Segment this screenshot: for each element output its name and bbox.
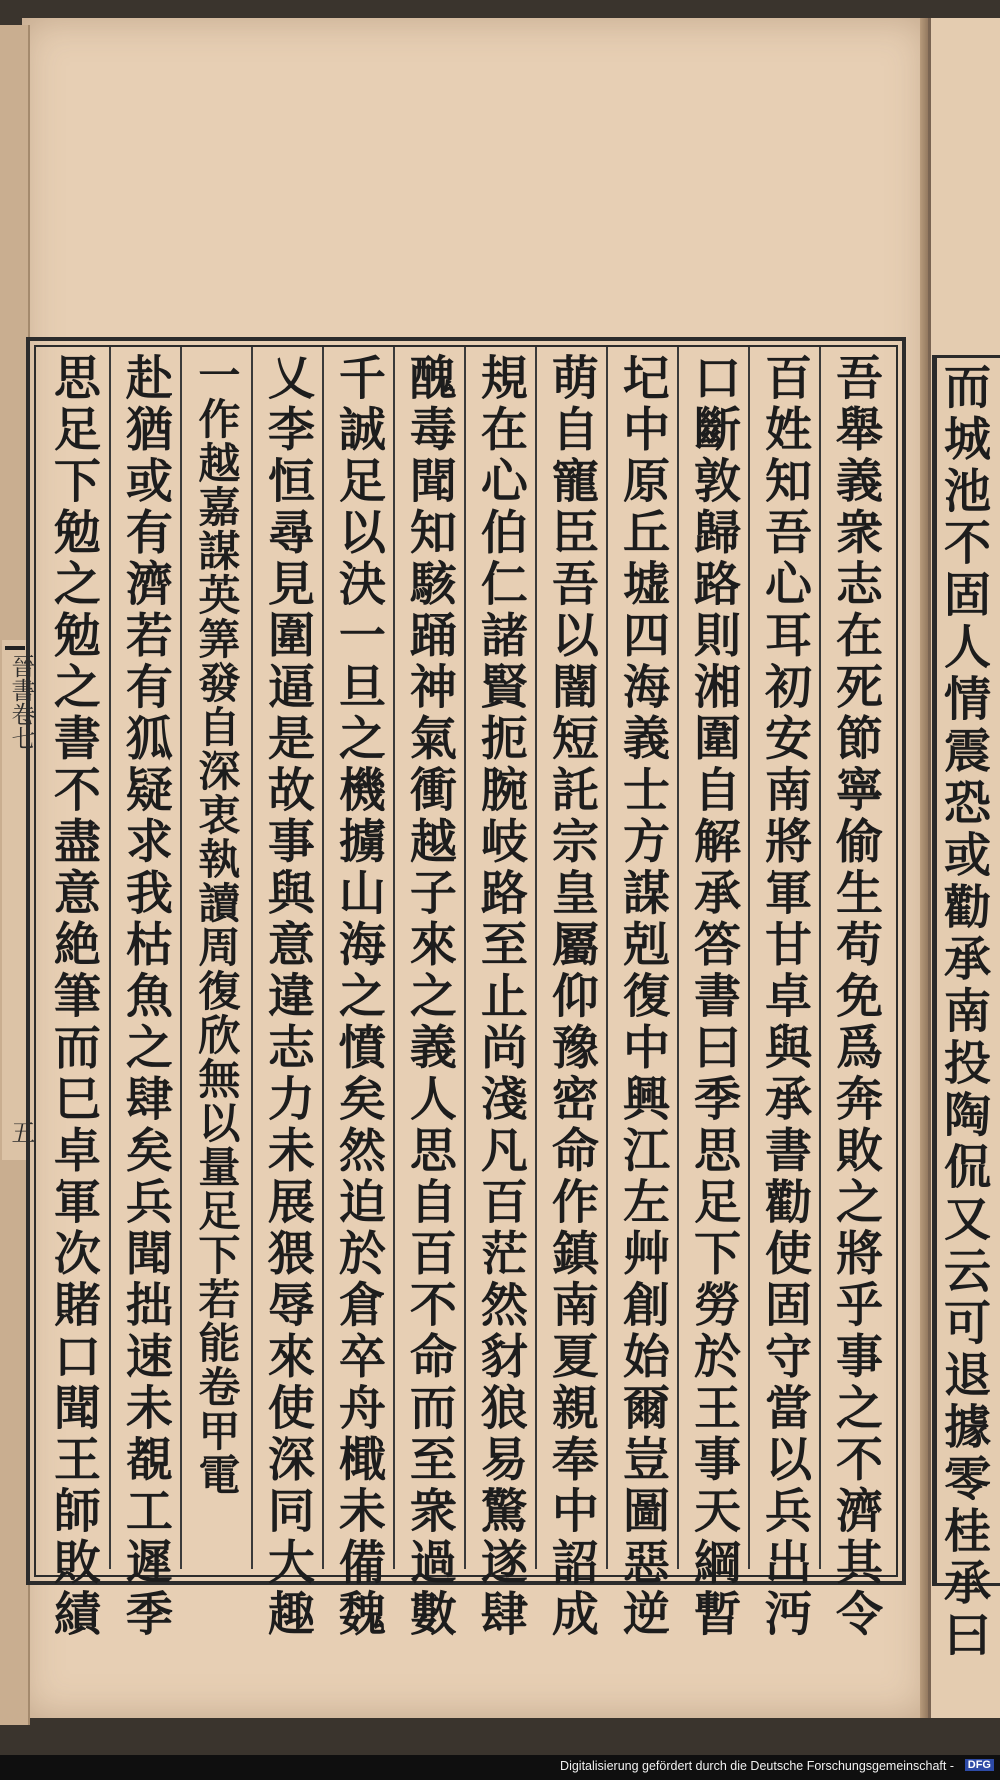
dfg-logo: DFG xyxy=(965,1759,994,1771)
column-text: 一作越嘉謀英筭發自深衷執讀周復欣無以量足下若能卷甲電 xyxy=(192,353,242,1497)
margin-page-number: 五 xyxy=(7,1120,35,1144)
text-column xyxy=(464,347,535,1641)
column-text: 吾舉義衆志在死節寧偷生苟免爲奔敗之將乎事之不濟其令 xyxy=(827,353,883,1641)
text-columns xyxy=(38,347,890,1641)
text-column xyxy=(251,347,322,1641)
column-text: 規在心伯仁諸賢扼腕岐路至止尚淺凡百茫然豺狼易驚遂肆 xyxy=(472,353,528,1641)
text-column xyxy=(322,347,393,1641)
text-column xyxy=(819,347,890,1641)
margin-title: 晉書卷七 xyxy=(7,654,35,750)
column-text: 思足下勉之勉之書不盡意絶筆而巳卓軍次賭口聞王師敗績 xyxy=(45,353,101,1641)
text-column xyxy=(748,347,819,1641)
text-column xyxy=(606,347,677,1641)
margin-fish-tail-mark xyxy=(5,646,25,650)
margin-label xyxy=(2,640,35,1160)
digitization-credit: Digitalisierung gefördert durch die Deutsche Forschungsgemeinschaft - xyxy=(560,1759,954,1773)
column-text: 萌自寵臣吾以闇短託宗皇屬仰豫密命作鎮南夏親奉中詔成 xyxy=(543,353,599,1641)
column-text: 圮中原丘墟四海義士方謀剋復中興江左艸創始爾豈圖惡逆 xyxy=(614,353,670,1641)
column-text: 百姓知吾心耳初安南將軍甘卓與承書勸使固守當以兵出沔 xyxy=(756,353,812,1641)
text-column xyxy=(535,347,606,1641)
text-column xyxy=(393,347,464,1641)
column-text: 千誠足以決一旦之機擄山海之憤矣然迫於倉卒舟檝未備魏 xyxy=(330,353,386,1641)
text-column xyxy=(180,347,251,1569)
column-text: 醜毒聞知駭踊神氣衝越子來之義人思自百不命而至衆過數 xyxy=(401,353,457,1641)
column-text: 乂李恒尋見圍逼是故事與意違志力未展猥辱來使深同大趣 xyxy=(259,353,315,1641)
right-page-column-text: 而城池不固人情震恐或勸承南投陶侃又云可退據零桂承曰 xyxy=(936,362,991,1662)
text-column xyxy=(38,347,109,1641)
column-text: 口斷敦歸路則湘圍自解承答書曰季思足下勞於王事天綱暫 xyxy=(685,353,741,1641)
text-column xyxy=(109,347,180,1641)
footer-bar xyxy=(0,1755,1000,1780)
text-column xyxy=(677,347,748,1641)
column-text: 赴猶或有濟若有狐疑求我枯魚之肆矣兵聞拙速未覩工遲季 xyxy=(117,353,173,1641)
